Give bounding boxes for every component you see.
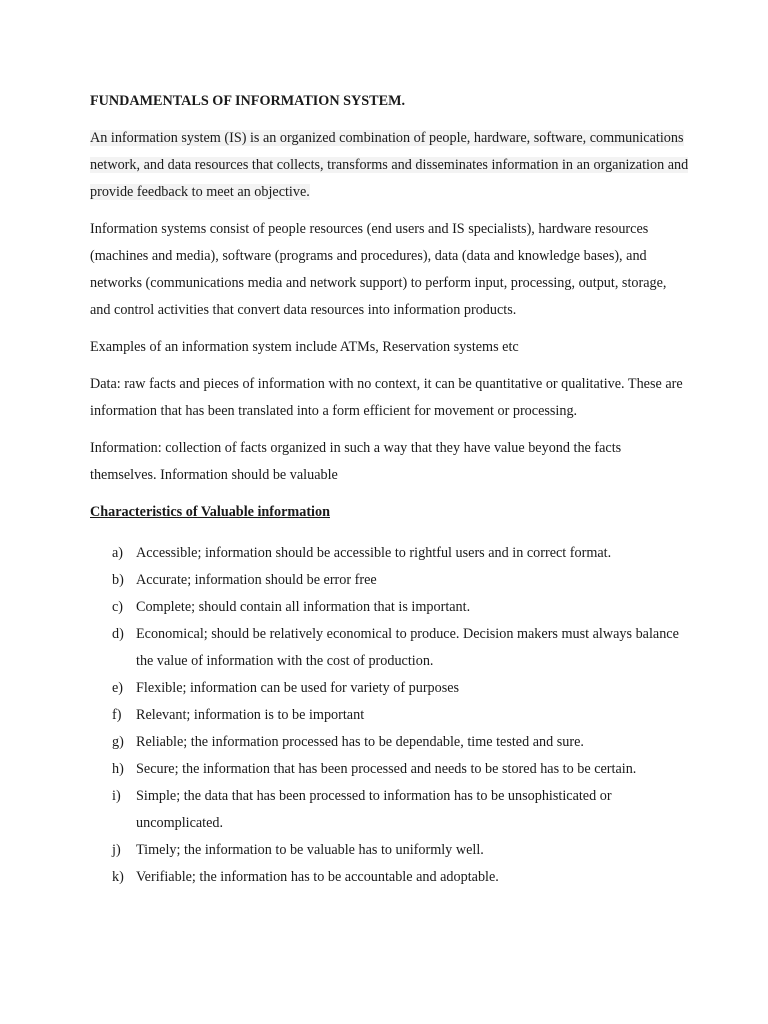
- list-marker: k): [112, 869, 124, 885]
- list-item-text: Accurate; information should be error free: [136, 572, 377, 588]
- paragraph-information-definition: Information: collection of facts organized in such a way that they have value beyond the facts themselves. Information should be valuable: [90, 440, 622, 483]
- paragraph-is-components: Information systems consist of people resources (end users and IS specialists), hardware resources (machines and media), software (programs and procedures), data (data and knowledge bases), and networks (communications media and network support) to perform input, processing, output, storage, and control activities that convert data resources into information products.: [90, 221, 667, 318]
- list-marker: j): [112, 842, 121, 858]
- list-marker: g): [112, 734, 124, 750]
- document-title: FUNDAMENTALS OF INFORMATION SYSTEM.: [90, 93, 406, 109]
- list-marker: b): [112, 572, 124, 588]
- section-heading: Characteristics of Valuable information: [90, 504, 330, 520]
- document-page: [90, 88, 690, 891]
- paragraph-examples: Examples of an information system include ATMs, Reservation systems etc: [90, 339, 519, 355]
- list-item: [90, 621, 690, 675]
- list-marker: e): [112, 680, 124, 696]
- characteristics-list: [90, 540, 690, 891]
- list-item-text: Flexible; information can be used for variety of purposes: [136, 680, 460, 696]
- list-item: [90, 864, 690, 891]
- list-marker: a): [112, 545, 124, 561]
- list-item: [90, 837, 690, 864]
- list-item-text: Complete; should contain all information that is important.: [136, 599, 471, 615]
- list-item: [90, 702, 690, 729]
- list-item: [90, 729, 690, 756]
- list-item-text: Economical; should be relatively economical to produce. Decision makers must always balance the value of information with the cost of production.: [136, 626, 679, 669]
- paragraph-data-definition: Data: raw facts and pieces of information with no context, it can be quantitative or qualitative. These are information that has been translated into a form efficient for movement or processing.: [90, 376, 683, 419]
- list-item-text: Verifiable; the information has to be accountable and adoptable.: [136, 869, 499, 885]
- list-marker: d): [112, 626, 124, 642]
- list-item-text: Relevant; information is to be important: [136, 707, 365, 723]
- list-item: [90, 756, 690, 783]
- list-item: [90, 783, 690, 837]
- list-marker: h): [112, 761, 124, 777]
- list-marker: i): [112, 788, 121, 804]
- list-marker: c): [112, 599, 124, 615]
- paragraph-is-definition: [90, 125, 690, 206]
- list-item: [90, 594, 690, 621]
- list-item-text: Timely; the information to be valuable has to uniformly well.: [136, 842, 484, 858]
- list-marker: f): [112, 707, 122, 723]
- list-item-text: Accessible; information should be accessible to rightful users and in correct format.: [136, 545, 612, 561]
- list-item-text: Reliable; the information processed has to be dependable, time tested and sure.: [136, 734, 584, 750]
- paragraph-text: An information system (IS) is an organized combination of people, hardware, software, communications network, and data resources that collects, transforms and disseminates information in an organization and provide feedback to meet an objective.: [90, 130, 689, 200]
- list-item: [90, 675, 690, 702]
- list-item-text: Simple; the data that has been processed to information has to be unsophisticated or uncomplicated.: [136, 788, 612, 831]
- list-item: [90, 540, 690, 567]
- list-item: [90, 567, 690, 594]
- list-item-text: Secure; the information that has been processed and needs to be stored has to be certain.: [136, 761, 637, 777]
